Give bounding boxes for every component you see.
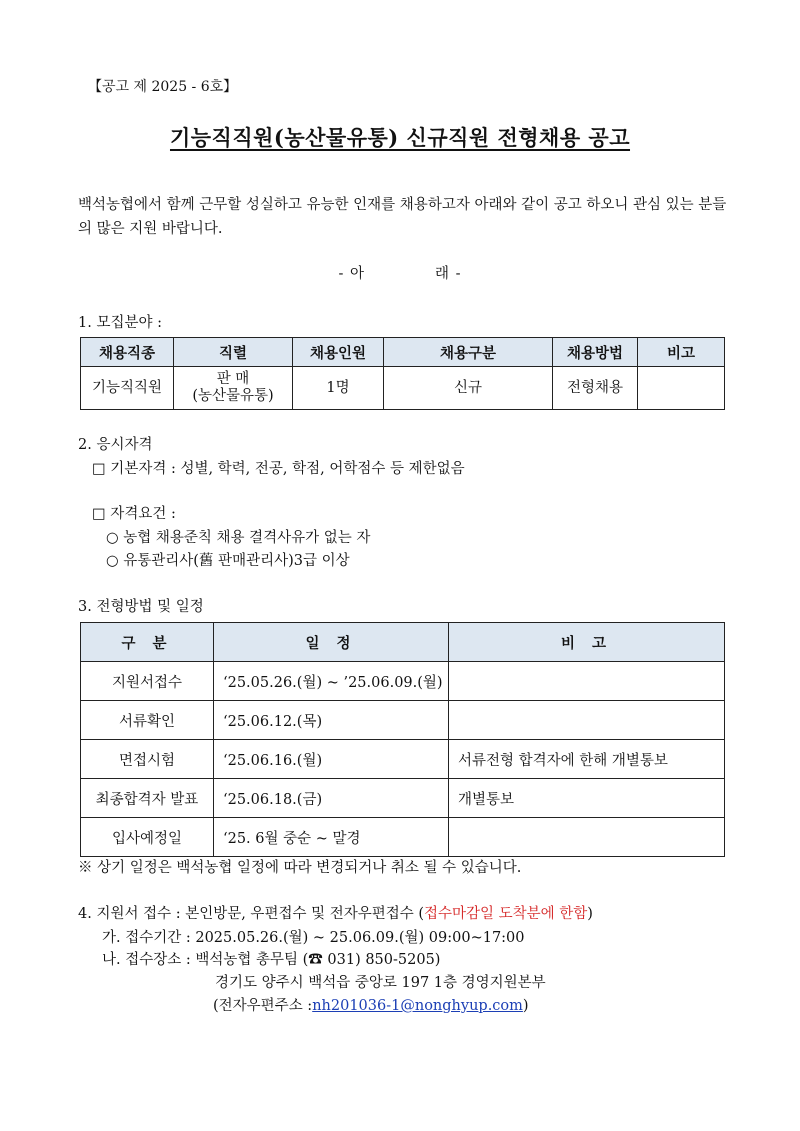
schedule-row bbox=[81, 662, 725, 701]
th-note: 비고 bbox=[638, 338, 725, 367]
remark-cell: 개별통보 bbox=[449, 779, 725, 818]
th-category: 채용구분 bbox=[384, 338, 553, 367]
remark-cell bbox=[449, 662, 725, 701]
schedule-cell: ‘25.06.12.(목) bbox=[214, 701, 449, 740]
schedule-table bbox=[80, 622, 725, 857]
section3-heading: 3. 전형방법 및 일정 bbox=[78, 599, 204, 615]
recruitment-table-header bbox=[81, 338, 725, 367]
cell-series bbox=[174, 367, 293, 410]
application-period: 가. 접수기간 : 2025.05.26.(월) ~ 25.06.09.(월) 09:00~17:00 bbox=[102, 930, 525, 946]
section4-heading-text: 4. 지원서 접수 : 본인방문, 우편접수 및 전자우편접수 ( bbox=[78, 906, 424, 922]
intro-paragraph: 백석농협에서 함께 근무할 성실하고 유능한 인재를 채용하고자 아래와 같이 공고 하오니 관심 있는 분들의 많은 지원 바랍니다. bbox=[78, 197, 727, 237]
cell-method: 전형채용 bbox=[553, 367, 638, 410]
cell-note bbox=[638, 367, 725, 410]
notice-number: 【공고 제 2025 - 6호】 bbox=[88, 79, 238, 95]
schedule-cell: ‘25.05.26.(월) ~ ’25.06.09.(월) bbox=[214, 662, 449, 701]
email-link[interactable]: nh201036-1@nonghyup.com bbox=[312, 998, 523, 1014]
section1-heading: 1. 모집분야 : bbox=[78, 315, 162, 331]
deadline-note: 접수마감일 도착분에 한함 bbox=[424, 906, 588, 922]
email-prefix: (전자우편주소 : bbox=[213, 998, 313, 1014]
email-suffix: ) bbox=[522, 998, 529, 1014]
th-job-type: 채용직종 bbox=[81, 338, 174, 367]
th-count: 채용인원 bbox=[293, 338, 384, 367]
schedule-table-header bbox=[81, 623, 725, 662]
series-line2: (농산물유통) bbox=[192, 388, 274, 404]
schedule-cell: ‘25.06.18.(금) bbox=[214, 779, 449, 818]
section4-heading-end: ) bbox=[587, 906, 593, 922]
schedule-cell: ‘25.06.16.(월) bbox=[214, 740, 449, 779]
cell-job-type: 기능직직원 bbox=[81, 367, 174, 410]
cell-count: 1명 bbox=[293, 367, 384, 410]
th-stage: 구 분 bbox=[81, 623, 214, 662]
ah-right: 래 - bbox=[435, 266, 462, 282]
section2-heading: 2. 응시자격 bbox=[78, 437, 153, 453]
requirements-heading: □ 자격요건 : bbox=[92, 506, 176, 522]
cell-category: 신규 bbox=[384, 367, 553, 410]
recruitment-table-row bbox=[81, 367, 725, 410]
remark-cell bbox=[449, 701, 725, 740]
schedule-cell: ‘25. 6월 중순 ~ 말경 bbox=[214, 818, 449, 857]
section4-heading bbox=[78, 902, 593, 923]
ah-rae-divider bbox=[0, 262, 800, 283]
th-method: 채용방법 bbox=[553, 338, 638, 367]
th-remark: 비 고 bbox=[449, 623, 725, 662]
address: 경기도 양주시 백석읍 중앙로 197 1층 경영지원본부 bbox=[215, 975, 546, 991]
recruitment-table bbox=[80, 337, 725, 410]
stage-cell: 최종합격자 발표 bbox=[81, 779, 214, 818]
stage-cell: 입사예정일 bbox=[81, 818, 214, 857]
schedule-row bbox=[81, 701, 725, 740]
schedule-row bbox=[81, 818, 725, 857]
ah-left: - 아 bbox=[338, 266, 365, 282]
th-schedule: 일 정 bbox=[214, 623, 449, 662]
schedule-row bbox=[81, 740, 725, 779]
page-title: 기능직직원(농산물유통) 신규직원 전형채용 공고 bbox=[169, 125, 631, 150]
requirement-1: ○ 농협 채용준칙 채용 결격사유가 없는 자 bbox=[106, 530, 371, 546]
schedule-footnote: ※ 상기 일정은 백석농협 일정에 따라 변경되거나 취소 될 수 있습니다. bbox=[78, 860, 522, 876]
stage-cell: 면접시험 bbox=[81, 740, 214, 779]
stage-cell: 서류확인 bbox=[81, 701, 214, 740]
schedule-row bbox=[81, 779, 725, 818]
stage-cell: 지원서접수 bbox=[81, 662, 214, 701]
requirement-2: ○ 유통관리사(舊 판매관리사)3급 이상 bbox=[106, 553, 350, 569]
basic-qualification: □ 기본자격 : 성별, 학력, 전공, 학점, 어학점수 등 제한없음 bbox=[92, 461, 465, 477]
remark-cell bbox=[449, 818, 725, 857]
series-line1: 판 매 bbox=[216, 371, 250, 387]
application-place: 나. 접수장소 : 백석농협 총무팀 (☎ 031) 850-5205) bbox=[102, 952, 441, 968]
email-line bbox=[213, 994, 529, 1015]
th-series: 직렬 bbox=[174, 338, 293, 367]
remark-cell: 서류전형 합격자에 한해 개별통보 bbox=[449, 740, 725, 779]
